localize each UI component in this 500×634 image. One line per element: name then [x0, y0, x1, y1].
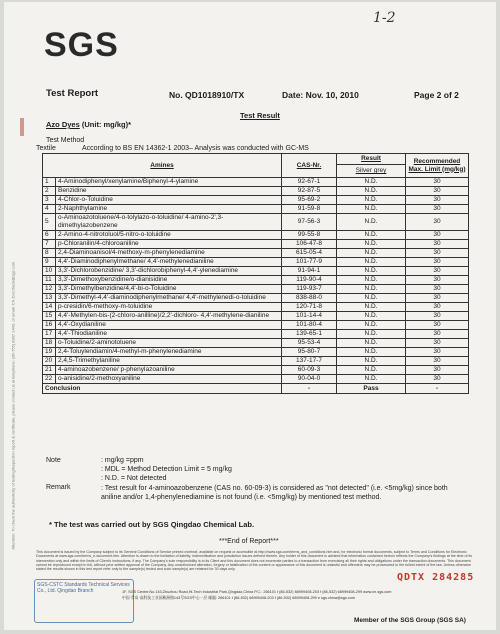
result-value: N.D.	[337, 375, 406, 384]
cas-number: 97-56-3	[282, 214, 337, 231]
amine-name: 2-Naphthylamine	[56, 205, 282, 214]
cas-number: 91-59-8	[282, 205, 337, 214]
row-number: 12	[43, 285, 56, 294]
header-limit: Recommended Max. Limit (mg/kg)	[406, 154, 469, 178]
table-row	[43, 348, 469, 357]
limit-value: 30	[406, 276, 469, 285]
row-number: 19	[43, 348, 56, 357]
page-indicator: Page 2 of 2	[414, 90, 459, 100]
azo-dyes-unit: (Unit: mg/kg)*	[81, 120, 132, 129]
cas-number: 99-55-8	[282, 231, 337, 240]
report-page	[4, 2, 496, 630]
result-value: N.D.	[337, 231, 406, 240]
test-method-label: Test Method	[46, 137, 85, 144]
result-value: N.D.	[337, 178, 406, 187]
cas-number: 838-88-0	[282, 294, 337, 303]
amine-name: 4,4'-Oxydianiline	[56, 321, 282, 330]
azo-dyes-heading	[46, 120, 131, 129]
result-value: N.D.	[337, 276, 406, 285]
result-value: N.D.	[337, 312, 406, 321]
limit-value: 30	[406, 330, 469, 339]
terms-fine-print: This document is issued by the Company subject to its General Conditions of Service printed overleaf, available on request or accessible at http://www.sgs.com/terms_and_conditions.htm and, for electronic format documents, subject to Terms and Conditions for Electronic Documents at www.sgs.com/terms_e-document.htm. Attention is drawn to the limitation of liability, indemnification and jurisdiction issues defined therein. Any holder of this document is advised that information contained hereon reflects the Company's findings at the time of its intervention only and within the limits of Client's instructions, if any. The Company's sole responsibility is to its Client and this document does not exonerate parties to a transaction from exercising all their rights and obligations under the transaction documents. This document cannot be reproduced except in full, without prior written approval of the Company. Any unauthorized alteration, forgery or falsification of the content or appearance of this document is unlawful and offenders may be prosecuted to the fullest extent of the law. Unless otherwise stated the results shown in this test report refer only to the sample(s) tested and such sample(s) are retained for 30 days only.	[36, 550, 473, 572]
table-row	[43, 178, 469, 187]
row-number: 13	[43, 294, 56, 303]
amine-name: p-Chloranilin/4-chloroaniline	[56, 240, 282, 249]
textile-label: Textile	[36, 145, 56, 152]
amine-name: 3,3'-Dimethyl-4,4'-diaminodiphenylmethane/ 4,4'-methylenedi-o-toluidine	[56, 294, 282, 303]
amine-name: 3,3'-Dimethylbenzidine/4,4'-bi-o-Toluidine	[56, 285, 282, 294]
report-date: Date: Nov. 10, 2010	[282, 90, 359, 100]
cas-number: 60-09-3	[282, 366, 337, 375]
limit-value: 30	[406, 366, 469, 375]
cas-number: 91-94-1	[282, 267, 337, 276]
result-value: N.D.	[337, 196, 406, 205]
conclusion-cas: -	[282, 384, 337, 394]
cas-number: 92-87-5	[282, 187, 337, 196]
limit-value: 30	[406, 240, 469, 249]
cas-number: 139-65-1	[282, 330, 337, 339]
lab-statement: * The test was carried out by SGS Qingdao Chemical Lab.	[49, 520, 255, 529]
table-row	[43, 214, 469, 231]
table-row	[43, 312, 469, 321]
table-row	[43, 249, 469, 258]
header-result	[337, 154, 406, 178]
table-row	[43, 231, 469, 240]
result-value: N.D.	[337, 240, 406, 249]
result-value: N.D.	[337, 267, 406, 276]
note-label: Note	[46, 457, 61, 464]
amine-name: o-Aminoazotoluene/4-o-tolylazo-o-toluidine/ 4-amino-2',3-dimethylazobenzene	[56, 214, 282, 231]
row-number: 17	[43, 330, 56, 339]
limit-value: 30	[406, 187, 469, 196]
row-number: 18	[43, 339, 56, 348]
amine-name: 4-Aminodiphenyl/xenylamine/Biphenyl-4-ylamine	[56, 178, 282, 187]
cas-number: 106-47-8	[282, 240, 337, 249]
amine-name: 4,4'-Diaminodiphenylmethane/ 4,4'-methylenedianiline	[56, 258, 282, 267]
cas-number: 101-14-4	[282, 312, 337, 321]
limit-value: 30	[406, 312, 469, 321]
row-number: 10	[43, 267, 56, 276]
row-number: 14	[43, 303, 56, 312]
row-number: 8	[43, 249, 56, 258]
handwritten-note: 1-2	[373, 10, 396, 26]
limit-value: 30	[406, 285, 469, 294]
row-number: 20	[43, 357, 56, 366]
remark-text: : Test result for 4-aminoazobenzene (CAS no. 60-09-3) is considered as "not detected" (i.e. <5mg/kg) since both aniline and/or 1,4-phenylenediamine is not found (i.e. <5mg/kg) by mentioned test method.	[101, 485, 448, 501]
azo-results-table	[42, 153, 469, 394]
report-number: No. QD1018910/TX	[169, 90, 245, 100]
lab-stamp	[34, 579, 134, 623]
limit-value: 30	[406, 196, 469, 205]
sgs-logo: SGS	[44, 26, 119, 64]
result-value: N.D.	[337, 187, 406, 196]
row-number: 16	[43, 321, 56, 330]
table-row	[43, 267, 469, 276]
cas-number: 119-90-4	[282, 276, 337, 285]
table-row	[43, 240, 469, 249]
result-value: N.D.	[337, 214, 406, 231]
table-row	[43, 339, 469, 348]
remark-label: Remark	[46, 484, 71, 491]
row-number: 2	[43, 187, 56, 196]
group-membership: Member of the SGS Group (SGS SA)	[354, 617, 466, 624]
address-block	[122, 589, 482, 601]
note-unit: : mg/kg =ppm	[101, 457, 144, 464]
section-title: Test Result	[240, 111, 280, 120]
table-row	[43, 321, 469, 330]
row-number: 7	[43, 240, 56, 249]
amine-name: 4-aminoazobenzene/ p-phenylazoaniline	[56, 366, 282, 375]
limit-value: 30	[406, 303, 469, 312]
cas-number: 137-17-7	[282, 357, 337, 366]
limit-value: 30	[406, 267, 469, 276]
table-row	[43, 205, 469, 214]
azo-dyes-label: Azo Dyes	[46, 120, 80, 129]
result-value: N.D.	[337, 205, 406, 214]
result-value: N.D.	[337, 366, 406, 375]
header-amines: Amines	[43, 154, 282, 178]
stamp-text: SGS-CSTC Standards Technical Services Co., Ltd. Qingdao Branch	[37, 582, 130, 594]
limit-value: 30	[406, 348, 469, 357]
cas-number: 95-69-2	[282, 196, 337, 205]
table-row	[43, 366, 469, 375]
row-number: 1	[43, 178, 56, 187]
row-number: 15	[43, 312, 56, 321]
amine-name: 4,4'-Methylen-bis-(2-chloro-anilline)/2,2'-dichloro- 4,4'-methylene-dianiline	[56, 312, 282, 321]
textile-method-line	[36, 145, 309, 152]
serial-number: QDTX 284285	[397, 572, 475, 583]
cas-number: 101-80-4	[282, 321, 337, 330]
cas-number: 90-04-0	[282, 375, 337, 384]
amine-name: p-cresidin/6-methoxy-m-toluidine	[56, 303, 282, 312]
limit-value: 30	[406, 294, 469, 303]
amine-name: o-Toluidine/2-aminotoluene	[56, 339, 282, 348]
table-row	[43, 187, 469, 196]
limit-value: 30	[406, 258, 469, 267]
report-title: Test Report	[46, 88, 99, 99]
table-row	[43, 330, 469, 339]
note-nd: : N.D. = Not detected	[101, 475, 167, 482]
amine-name: 2,4-Toluylendiamin/4-methyl-m-phenylenediamine	[56, 348, 282, 357]
row-number: 22	[43, 375, 56, 384]
address-chinese: 中国·青岛·高科技工业园株洲路143号SGS中心一层 邮编: 266101 t (86-532) 68999408-203 f (86-532) 68999408-299 e sgs.china@sgs.com	[122, 596, 356, 600]
side-attention-text: Attention: To check the authenticity of testing/inspection report & certificate, please contact us at telephone: (86-755) 8307 1443, or email: CN.Doccheck@sgs.com	[10, 261, 16, 550]
cas-number: 101-77-9	[282, 258, 337, 267]
limit-value: 30	[406, 339, 469, 348]
textile-method: According to BS EN 14362-1 2003– Analysis was conducted with GC-MS	[82, 145, 309, 152]
row-number: 3	[43, 196, 56, 205]
row-number: 4	[43, 205, 56, 214]
result-value: N.D.	[337, 294, 406, 303]
table-row	[43, 294, 469, 303]
amine-name: 3,3'-Dichlorobenzidine/ 3,3'-dichlorobiphenyl-4,4'-ylenediamine	[56, 267, 282, 276]
row-number: 21	[43, 366, 56, 375]
amine-name: o-anisidine/2-methoxyaniline	[56, 375, 282, 384]
cas-number: 92-67-1	[282, 178, 337, 187]
table-row	[43, 258, 469, 267]
cas-number: 120-71-8	[282, 303, 337, 312]
table-row	[43, 285, 469, 294]
end-of-report: ***End of Report***	[219, 538, 279, 545]
limit-value: 30	[406, 321, 469, 330]
amine-name: Benzidine	[56, 187, 282, 196]
amine-name: 2,4,5-Trimethylaniline	[56, 357, 282, 366]
address-english: 1F, SGS Center,No.143,Zhuzhou Road,Hi-Tech Industrial Park,Qingdao,China P.C.: 266101 t (86-532) 68999408-203 f (86-532) 68999408-299 www.cn.sgs.com	[122, 590, 392, 594]
header-result-label: Result	[337, 154, 405, 165]
row-number: 5	[43, 214, 56, 231]
conclusion-limit: -	[406, 384, 469, 394]
table-row	[43, 303, 469, 312]
row-number: 6	[43, 231, 56, 240]
amine-name: 2,4-Diaminoanisol/4-methoxy-m-phenylenediamine	[56, 249, 282, 258]
result-value: N.D.	[337, 285, 406, 294]
amine-name: 4-Chlor-o-Toluidine	[56, 196, 282, 205]
result-value: N.D.	[337, 357, 406, 366]
result-value: N.D.	[337, 249, 406, 258]
amine-name: 3,3'-Dimethoxybenzidine/o-dianisidine	[56, 276, 282, 285]
limit-value: 30	[406, 231, 469, 240]
row-number: 11	[43, 276, 56, 285]
limit-value: 30	[406, 205, 469, 214]
table-row	[43, 276, 469, 285]
note-mdl: : MDL = Method Detection Limit = 5 mg/kg	[101, 466, 232, 473]
cas-number: 95-53-4	[282, 339, 337, 348]
header-cas: CAS-Nr.	[282, 154, 337, 178]
amine-name: 2-Amino-4-nitrotoluol/5-nitro-o-toluidine	[56, 231, 282, 240]
limit-value: 30	[406, 357, 469, 366]
cas-number: 119-93-7	[282, 285, 337, 294]
limit-value: 30	[406, 214, 469, 231]
table-row	[43, 375, 469, 384]
conclusion-label: Conclusion	[43, 384, 282, 394]
amine-name: 4,4'-Thiodianiline	[56, 330, 282, 339]
red-margin-mark	[20, 118, 24, 136]
row-number: 9	[43, 258, 56, 267]
limit-value: 30	[406, 375, 469, 384]
table-row	[43, 357, 469, 366]
result-value: N.D.	[337, 339, 406, 348]
limit-value: 30	[406, 249, 469, 258]
header-result-sample: Silver grey	[355, 167, 387, 174]
cas-number: 615-05-4	[282, 249, 337, 258]
result-value: N.D.	[337, 348, 406, 357]
table-row	[43, 196, 469, 205]
cas-number: 95-80-7	[282, 348, 337, 357]
conclusion-row	[43, 384, 469, 394]
result-value: N.D.	[337, 321, 406, 330]
conclusion-result: Pass	[337, 384, 406, 394]
result-value: N.D.	[337, 330, 406, 339]
limit-value: 30	[406, 178, 469, 187]
result-value: N.D.	[337, 303, 406, 312]
result-value: N.D.	[337, 258, 406, 267]
